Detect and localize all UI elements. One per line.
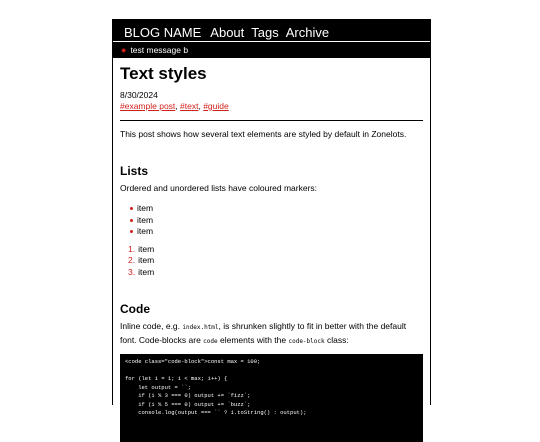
list-item-text: item [138,243,155,254]
post-tags [120,101,423,111]
site-name-link[interactable]: BLOG NAME [124,24,202,40]
code-text: Inline code, e.g. [120,321,183,331]
inline-code: code [203,338,218,345]
list-item-text: item [138,255,155,265]
code-paragraph [120,320,423,348]
code-text: , is shrunken slightly to fit in better with the default font. Code-blocks are [120,321,407,345]
page-frame [112,19,431,416]
nav-link-archive[interactable]: Archive [285,24,330,40]
list-item [128,267,423,279]
post-title: Text styles [120,64,207,83]
list-item: item [130,203,423,215]
tag-separator: , [175,101,181,111]
tag-link-guide[interactable]: #guide [203,101,229,111]
message-text: test message b [130,45,189,55]
lists-heading: Lists [120,164,149,178]
nav-link-about[interactable]: About [210,24,245,40]
inline-code: code-block [288,338,325,345]
code-heading: Code [120,302,150,316]
lists-intro: Ordered and unordered lists have coloured markers: [120,183,318,193]
bullet-icon: ● [121,45,127,55]
top-nav [113,19,430,42]
divider [120,120,423,121]
post-date: 8/30/2024 [120,90,158,100]
list-item [128,255,423,267]
list-item: item [130,215,423,227]
list-number: 2. [128,255,136,265]
unordered-list [120,203,423,238]
code-text: class: [324,335,349,345]
code-text: elements with the [217,335,289,345]
list-item [128,244,423,256]
nav-link-tags[interactable]: Tags [251,24,279,40]
code-block: <code class="code-block">const max = 100; for (let i = 1; i < max; i++) { let output = ``; if (i % 3 === 0) output += `fizz`; if (i % 5 === 0) output += `buzz`; console.log(output === `` ? i.toString() : output); [120,354,423,442]
ordered-list [120,244,423,279]
tag-link-example-post[interactable]: #example post [120,101,176,111]
list-number: 3. [128,266,136,277]
list-number: 1. [128,243,136,254]
inline-code: index.html [182,324,219,331]
intro-paragraph: This post shows how several text elements are styled by default in Zonelots. [120,129,407,139]
tag-link-text[interactable]: #text [180,101,199,111]
tag-separator: , [198,101,204,111]
list-item: item [130,226,423,238]
message-bar [113,41,430,58]
list-item-text: item [138,266,155,277]
post-content [113,64,430,442]
